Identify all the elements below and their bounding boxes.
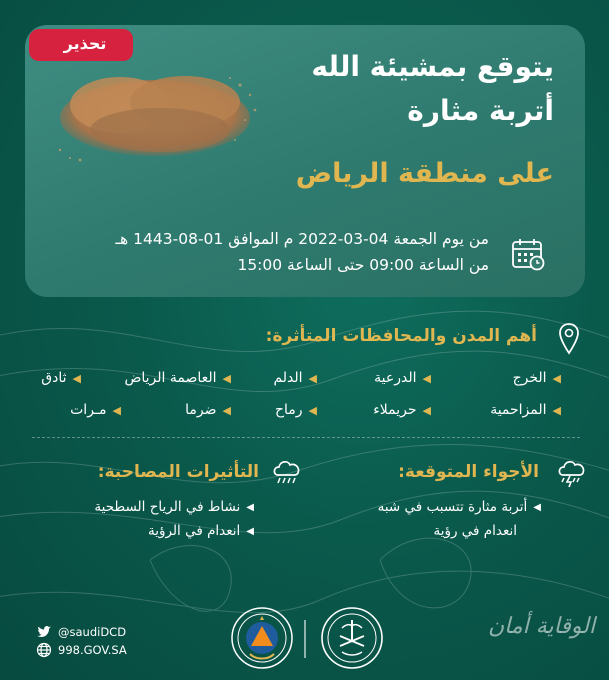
chevron-icon: ◀	[552, 403, 561, 417]
city-item: ◀ رماح	[274, 402, 317, 418]
footer-divider	[304, 620, 306, 658]
city-item: ◀ ثادق	[41, 370, 81, 386]
city-item: ◀ الدلم	[273, 370, 317, 386]
condition-item: ◀ أتربة مثارة تتسبب في شبه	[377, 499, 541, 515]
chevron-icon: ◀	[552, 371, 561, 385]
chevron-icon: ◀	[246, 501, 254, 513]
city-item: ◀ ضرما	[185, 402, 231, 418]
affected-cities-title: أهم المدن والمحافظات المتأثرة:	[265, 326, 537, 346]
effect-item: ◀ نشاط في الرياح السطحية	[94, 499, 254, 515]
headline-region: على منطقة الرياض	[295, 158, 554, 189]
effect-item: ◀ انعدام في الرؤية	[147, 523, 254, 539]
slogan-calligraphy: الوقاية أمان	[488, 614, 596, 639]
dust-cloud-illustration	[40, 60, 270, 170]
time-range-text: من الساعة 09:00 حتى الساعة 15:00	[237, 256, 489, 274]
section-divider	[32, 437, 580, 438]
chevron-icon: ◀	[72, 371, 81, 385]
twitter-handle[interactable]: @saudiDCD	[36, 624, 126, 640]
civil-defense-emblem	[230, 606, 294, 670]
chevron-icon: ◀	[222, 403, 231, 417]
chevron-icon: ◀	[533, 501, 541, 513]
effects-title: التأثيرات المصاحبة:	[97, 462, 259, 482]
city-item: ◀ الدرعية	[374, 370, 431, 386]
city-item: ◀ العاصمة الرياض	[124, 370, 231, 386]
chevron-icon: ◀	[308, 371, 317, 385]
rain-cloud-icon	[270, 455, 304, 489]
date-range-text: من يوم الجمعة 04-03-2022 م الموافق 01-08-1443 هـ	[115, 230, 489, 248]
city-item: ◀ حريملاء	[373, 402, 431, 418]
calendar-icon	[510, 236, 546, 272]
chevron-icon: ◀	[246, 525, 254, 537]
storm-cloud-icon	[555, 455, 589, 489]
headline-phenomenon: أتربة مثارة	[407, 94, 554, 127]
location-pin-icon	[558, 322, 580, 356]
city-item: ◀ مـرات	[70, 402, 121, 418]
headline-expected: يتوقع بمشيئة الله	[311, 50, 554, 83]
city-item: ◀ المزاحمية	[490, 402, 561, 418]
warning-badge: تحذير	[29, 29, 133, 61]
expected-conditions-title: الأجواء المتوقعة:	[398, 462, 539, 482]
chevron-icon: ◀	[222, 371, 231, 385]
chevron-icon: ◀	[112, 403, 121, 417]
saudi-emblem	[320, 606, 384, 670]
chevron-icon: ◀	[422, 403, 431, 417]
chevron-icon: ◀	[422, 371, 431, 385]
condition-item-continued: انعدام في رؤية	[433, 523, 517, 539]
city-item: ◀ الخرج	[512, 370, 561, 386]
website-link[interactable]: 998.GOV.SA	[36, 642, 127, 658]
twitter-icon	[36, 624, 52, 640]
globe-icon	[36, 642, 52, 658]
chevron-icon: ◀	[308, 403, 317, 417]
